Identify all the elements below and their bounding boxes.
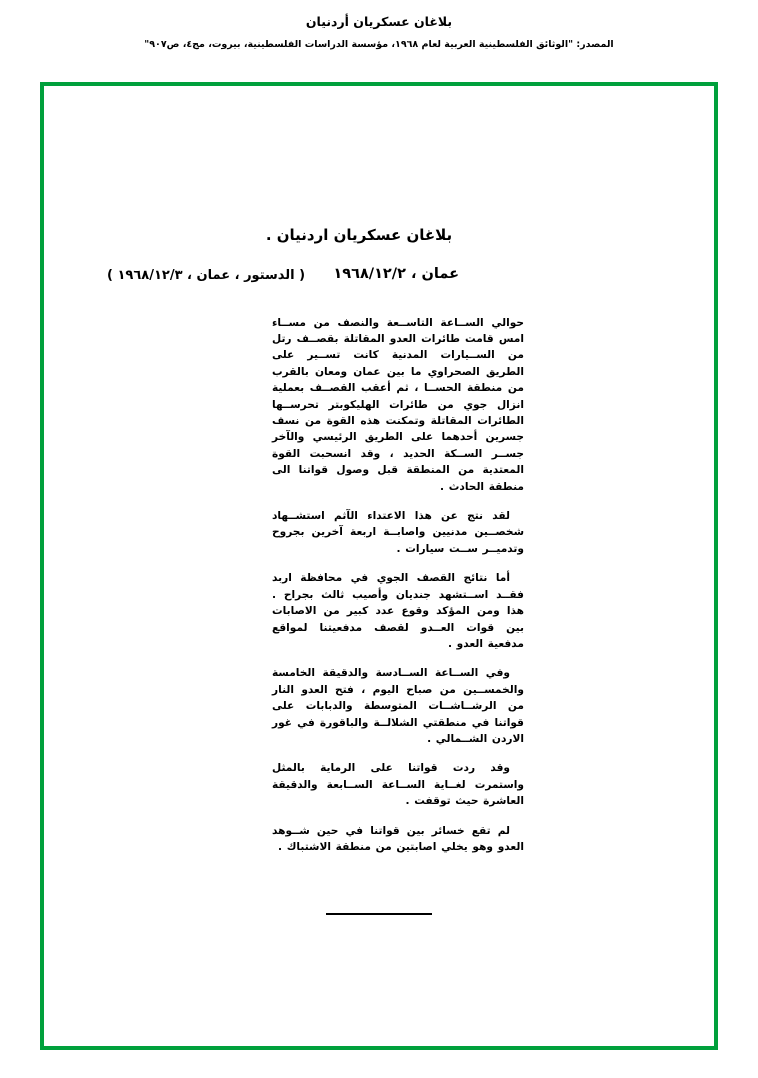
document-header (0, 0, 758, 50)
page-content (44, 86, 714, 1046)
dateline-city: عمان ، ١٩٦٨/١٢/٢ (333, 266, 459, 282)
page-frame (40, 82, 718, 1050)
paragraph: لقد نتج عن هذا الاعتداء الآثم استشــهاد شخصــين مدنيين واصابــة اربعة آخرين بجروح وتدميــر ســت سيارات . (272, 510, 524, 555)
body-text (272, 304, 524, 868)
dateline-source: ( الدستور ، عمان ، ١٩٦٨/١٢/٣ ) (107, 268, 306, 283)
document-heading: بلاغان عسكريان اردنيان . (265, 226, 453, 244)
dateline (44, 266, 714, 290)
page-title: بلاغان عسكريان أردنيان (305, 14, 453, 29)
paragraph: أما نتائج القصف الجوي في محافظة اربد فقــد اســتشهد جنديان وأصيب ثالث بجراح . هذا ومن المؤكد وقوع عدد كبير من الاصابات بين قوات العــدو لقصف مدفعيتنا لمواقع مدفعية العدو . (272, 572, 524, 650)
paragraph: وفي الســاعة الســادسة والدقيقة الخامسة والخمســين من صباح اليوم ، فتح العدو النار من الرشــاشــات المتوسطة والدبابات على قواتنا في منطقتي الشلالــة والباقورة في غور الاردن الشــمالي . (272, 667, 524, 745)
source-citation: المصدر: "الوثائق الفلسطينية العربية لعام ١٩٦٨، مؤسسة الدراسات الفلسطينية، بيروت، مج٤، ص٩٠٧" (144, 39, 614, 50)
paragraph: حوالي الســاعة التاســعة والنصف من مســاء امس قامت طائرات العدو المقاتلة بقصــف رتل من الســيارات المدنية كانت تســير على الطريق الصحراوي ما بين عمان ومعان بالقرب من منطقة الحســا ، ثم أعقب القصــف بعملية انزال جوي من طائرات الهليكوبتر تحرســها الطائرات المقاتلة وتمكنت هذه القوة من نسف جسرين أحدهما على الطريق الرئيسي والآخر جســر الســكة الحديد ، وقد انسحبت القوة المعتدية من المنطقة قبل وصول قواتنا الى منطقة الحادث . (272, 316, 524, 493)
section-divider (44, 903, 714, 922)
paragraph: وقد ردت قواتنا على الرماية بالمثل واستمرت لغــاية الســاعة الســابعة والدقيقة العاشرة حيث توقفت . (272, 762, 524, 808)
paragraph: لم تقع خسائر بين قواتنا في حين شــوهد العدو وهو يخلي اصابتين من منطقة الاشتباك . (272, 824, 524, 853)
